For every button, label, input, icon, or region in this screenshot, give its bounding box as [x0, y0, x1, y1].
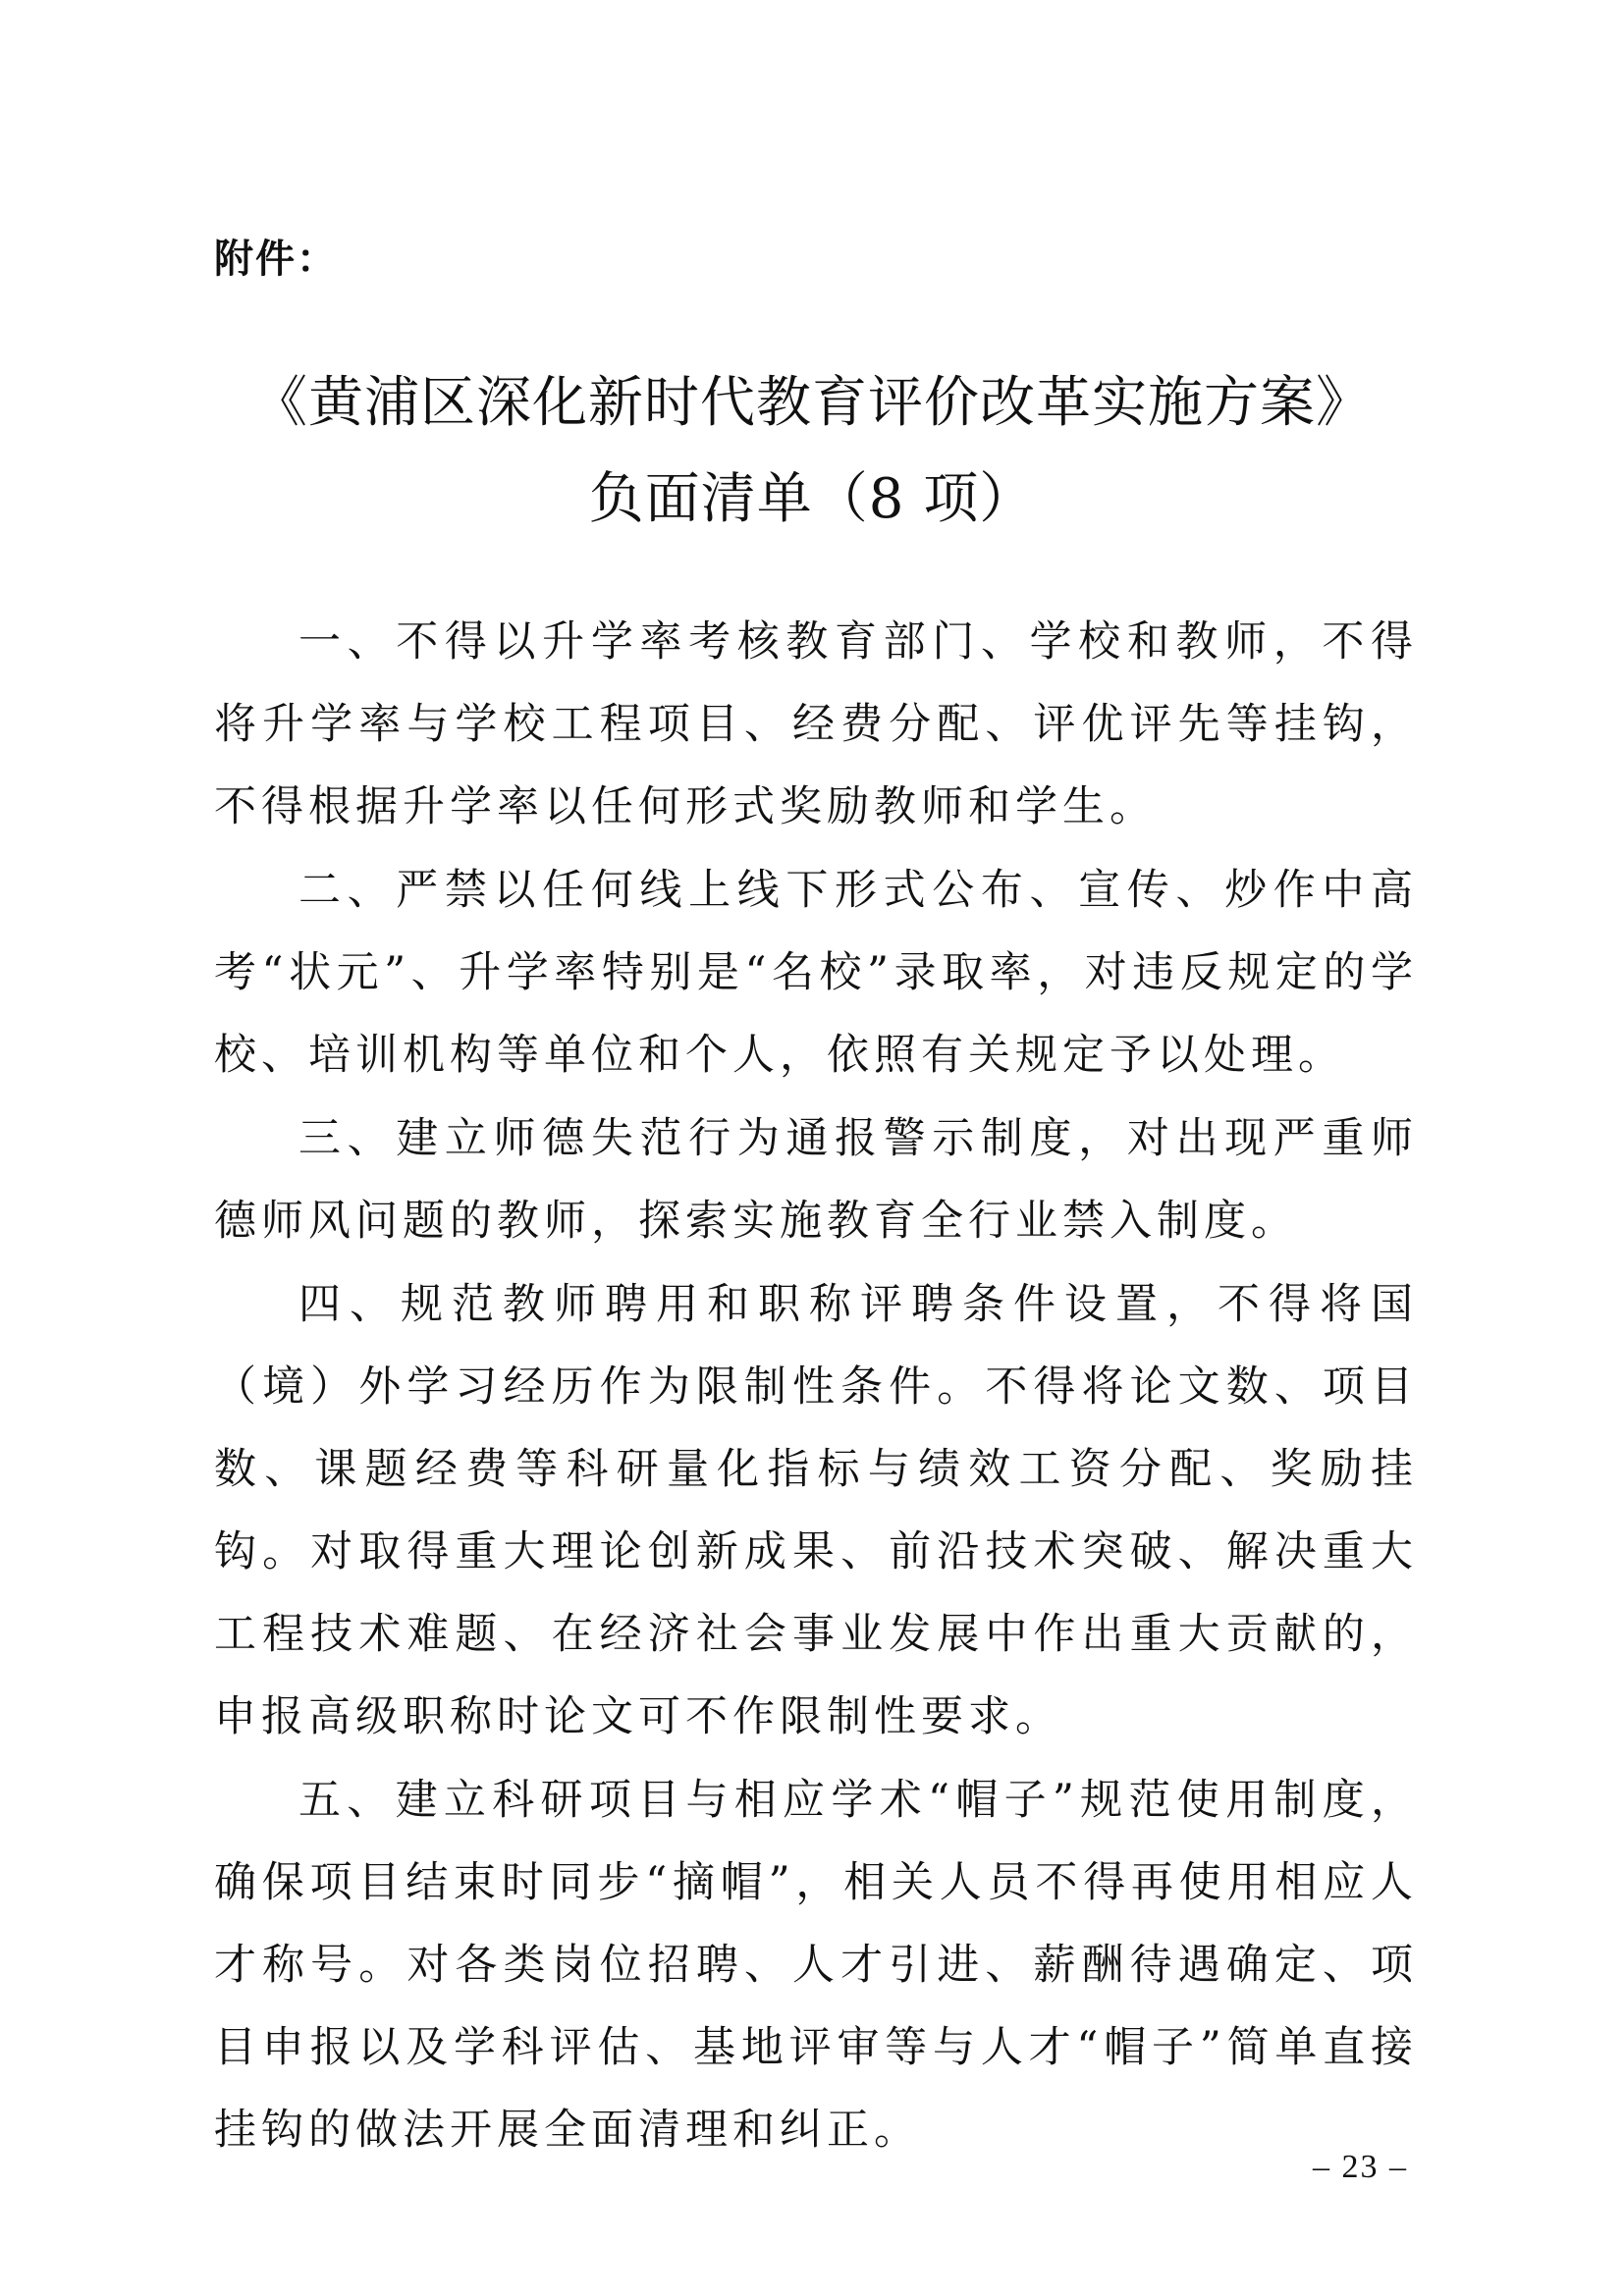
paragraph-3: 三、建立师德失范行为通报警示制度，对出现严重师德师风问题的教师，探索实施教育全行业禁入制度。 — [214, 1114, 1418, 1246]
title-line-1: 《黄浦区深化新时代教育评价改革实施方案》 — [252, 371, 1372, 435]
paragraph-4: 四、规范教师聘用和职称评聘条件设置，不得将国（境）外学习经历作为限制性条件。不得将论文数、项目数、课题经费等科研量化指标与绩效工资分配、奖励挂钩。对取得重大理论创新成果、前沿技术突破、解决重大工程技术难题、在经济社会事业发展中作出重大贡献的，申报高级职称时论文可不作限制性要求。 — [214, 1280, 1418, 1741]
document-title — [196, 355, 1428, 548]
attachment-label: 附件： — [214, 237, 338, 282]
paragraph-2: 二、严禁以任何线上线下形式公布、宣传、炒作中高考“状元”、升学率特别是“名校”录取率，对违反规定的学校、培训机构等单位和个人，依照有关规定予以处理。 — [214, 866, 1418, 1080]
document-body — [214, 601, 1418, 2172]
paragraph-5: 五、建立科研项目与相应学术“帽子”规范使用制度，确保项目结束时同步“摘帽”，相关人员不得再使用相应人才称号。对各类岗位招聘、人才引进、薪酬待遇确定、项目申报以及学科评估、基地评审等与人才“帽子”简单直接挂钩的做法开展全面清理和纠正。 — [214, 1776, 1418, 2155]
title-line-2: 负面清单（8 项） — [588, 467, 1036, 531]
paragraph-1: 一、不得以升学率考核教育部门、学校和教师，不得将升学率与学校工程项目、经费分配、评优评先等挂钩，不得根据升学率以任何形式奖励教师和学生。 — [214, 617, 1418, 831]
page-number: – 23 – — [1313, 2149, 1408, 2185]
